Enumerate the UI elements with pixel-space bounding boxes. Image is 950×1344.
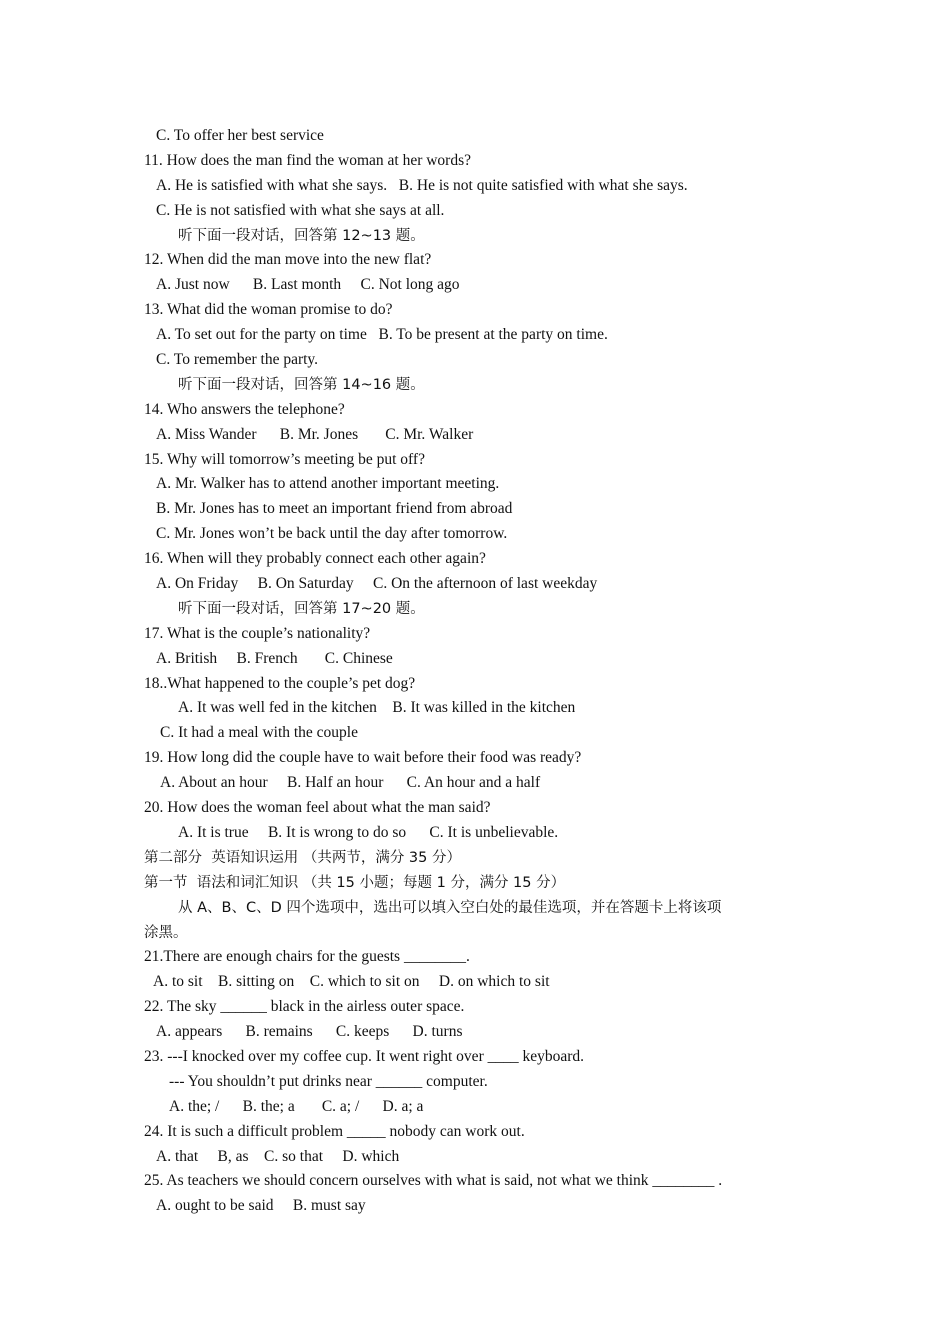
- text-line: C. To remember the party.: [156, 351, 319, 369]
- text-line: A. British B. French C. Chinese: [156, 649, 393, 667]
- text-line: C. It had a meal with the couple: [160, 724, 358, 742]
- text-line: 14. Who answers the telephone?: [144, 400, 345, 418]
- text-line: A. To set out for the party on time B. To be present at the party on time.: [156, 326, 608, 344]
- text-line: A. It was well fed in the kitchen B. It was killed in the kitchen: [178, 699, 576, 717]
- text-line: A. Miss Wander B. Mr. Jones C. Mr. Walker: [156, 425, 474, 443]
- section-heading: 第二部分 英语知识运用 （共两节，满分 35 分）: [144, 849, 461, 866]
- text-line: A. appears B. remains C. keeps D. turns: [156, 1023, 463, 1041]
- section-heading: 第一节 语法和词汇知识 （共 15 小题；每题 1 分，满分 15 分）: [144, 874, 566, 891]
- text-line: A. that B, as C. so that D. which: [156, 1147, 400, 1165]
- instruction-text: 听下面一段对话，回答第 14~16 题。: [178, 376, 425, 393]
- text-line: B. Mr. Jones has to meet an important friend from abroad: [156, 500, 513, 518]
- instruction-text: 听下面一段对话，回答第 17~20 题。: [178, 600, 425, 617]
- text-line: A. Mr. Walker has to attend another important meeting.: [156, 475, 500, 493]
- text-line: 25. As teachers we should concern ourselves with what is said, not what we think ________ .: [144, 1172, 723, 1190]
- instruction-text: 从 A、B、C、D 四个选项中，选出可以填入空白处的最佳选项，并在答题卡上将该项: [178, 899, 722, 916]
- text-line: C. Mr. Jones won’t be back until the day after tomorrow.: [156, 525, 508, 543]
- text-line: 24. It is such a difficult problem _____ nobody can work out.: [144, 1122, 525, 1140]
- text-line: 17. What is the couple’s nationality?: [144, 624, 371, 642]
- text-line: --- You shouldn’t put drinks near ______ computer.: [169, 1072, 488, 1090]
- instruction-text: 涂黑。: [144, 924, 188, 941]
- text-line: 20. How does the woman feel about what the man said?: [144, 799, 491, 817]
- text-line: 18..What happened to the couple’s pet dog?: [144, 674, 416, 692]
- text-line: A. ought to be said B. must say: [156, 1197, 366, 1215]
- text-line: A. the; / B. the; a C. a; / D. a; a: [169, 1097, 424, 1115]
- text-line: 22. The sky ______ black in the airless outer space.: [144, 998, 465, 1016]
- text-line: C. To offer her best service: [156, 127, 324, 144]
- text-line: A. to sit B. sitting on C. which to sit on D. on which to sit: [153, 973, 550, 991]
- text-line: 15. Why will tomorrow’s meeting be put off?: [144, 450, 425, 468]
- text-line: 13. What did the woman promise to do?: [144, 301, 393, 319]
- text-line: A. It is true B. It is wrong to do so C. It is unbelievable.: [178, 823, 559, 841]
- text-line: 16. When will they probably connect each other again?: [144, 550, 486, 568]
- text-line: 21.There are enough chairs for the guests ________.: [144, 948, 470, 966]
- instruction-text: 听下面一段对话，回答第 12~13 题。: [178, 227, 425, 244]
- text-line: 19. How long did the couple have to wait before their food was ready?: [144, 749, 582, 767]
- text-line: 12. When did the man move into the new flat?: [144, 251, 432, 269]
- text-line: A. About an hour B. Half an hour C. An hour and a half: [160, 774, 541, 792]
- text-line: 23. ---I knocked over my coffee cup. It went right over ____ keyboard.: [144, 1047, 585, 1065]
- text-line: A. He is satisfied with what she says. B. He is not quite satisfied with what she says.: [156, 176, 688, 194]
- text-line: C. He is not satisfied with what she says at all.: [156, 201, 445, 219]
- text-line: A. On Friday B. On Saturday C. On the afternoon of last weekday: [156, 575, 598, 593]
- exam-page: [0, 124, 950, 1219]
- text-line: A. Just now B. Last month C. Not long ago: [156, 276, 460, 294]
- text-line: 11. How does the man find the woman at her words?: [144, 151, 471, 169]
